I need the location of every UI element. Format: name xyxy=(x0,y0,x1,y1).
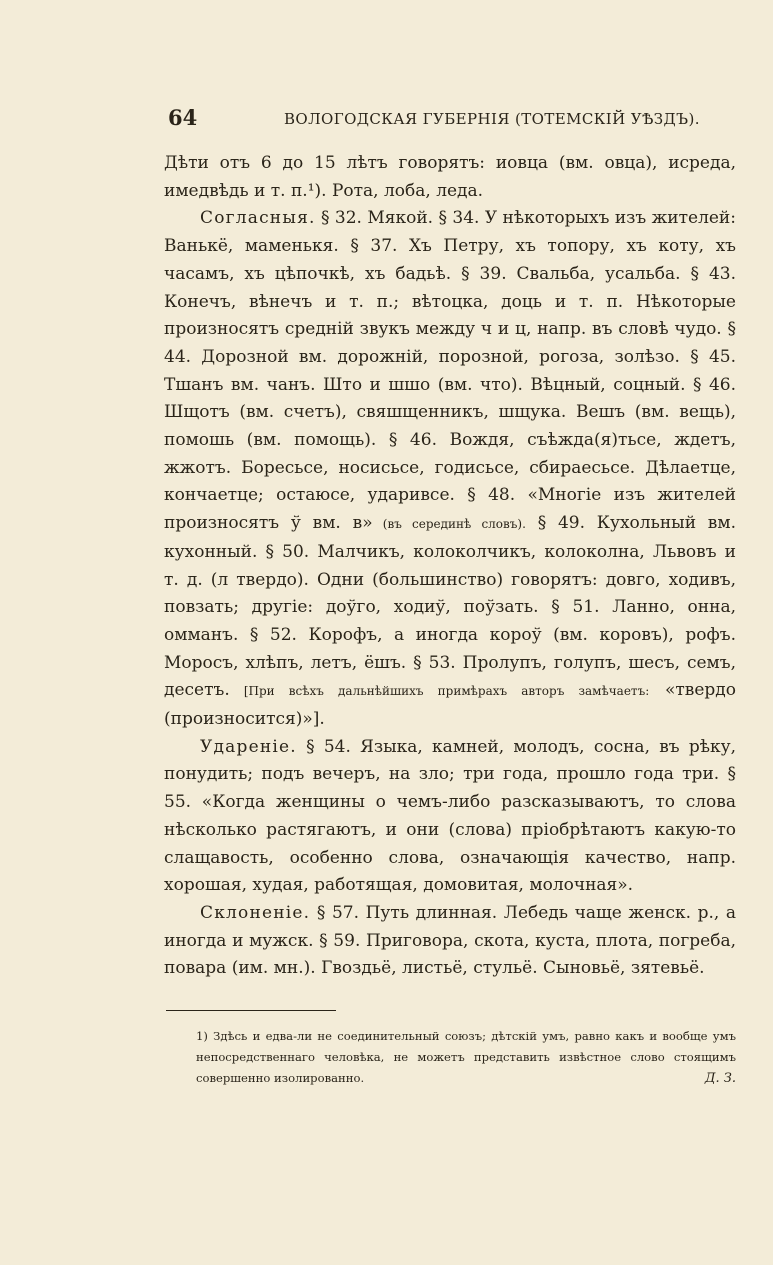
paragraph-text: § 57. Путь длинная. Лебедь чаще женск. р., а иногда и мужск. § 59. Приговора, скота, куста, плота, погреба, повара (им. мн.). Гвоздьё, листьё, стульё. Сыновьё, зятевьё. xyxy=(164,902,736,979)
paragraph-text: § 32. Мякой. § 34. У нѣкоторыхъ изъ жителей: Ванькё, маменькя. § 37. Хъ Петру, хъ топору, хъ коту, хъ часамъ, хъ цѣпочкѣ, хъ бадьѣ. § 39. Свальба, усальба. § 43. Конечъ, вѣнечъ и т. п.; вѣтоцка, доць и т. п. Нѣкоторые произносятъ средній звукъ между ч и ц, напр. въ словѣ чудо. § 44. Дорозной вм. дорожній, порозной, рогоза, золѣзо. § 45. Тшанъ вм. чанъ. Што и шшо (вм. что). Вѣцный, соцный. § 46. Шщотъ (вм. счетъ), свяшщенникъ, шщука. Вешъ (вм. вещь), помошь (вм. помощь). § 46. Вождя, съѣжда(я)тьсе, ждетъ, жжотъ. Боресьсе, носисьсе, годисьсе, сбираесьсе. Дѣлаетце, кончаетце; остаюсе, ударивсе. § 48. «Многіе изъ жителей произносятъ ў вм. в» xyxy=(164,208,736,534)
paragraph-text: § 54. Языка, камней, молодъ, сосна, въ рѣку, понудить; подъ вечеръ, на зло; три года, прошло года три. § 55. «Когда женщины о чемъ-либо разсказываютъ, то слова нѣсколько растягаютъ, и они (слова) пріобрѣтаютъ какую-то слащавость, особенно слова, означающія качество, напр. хорошая, худая, работящая, домовитая, молочная». xyxy=(164,736,736,896)
footnote-rule xyxy=(166,1010,336,1011)
main-text xyxy=(164,150,736,983)
section-lead: Склоненіе. xyxy=(200,902,311,923)
section-lead: Согласныя. xyxy=(200,208,316,229)
paragraph xyxy=(164,734,736,900)
bracket-note: [При всѣхъ дальнѣйшихъ примѣрахъ авторъ замѣчаетъ: xyxy=(229,684,650,699)
page-number: 64 xyxy=(168,105,198,130)
footnote-text: 1) Здѣсь и едва-ли не соединительный союзъ; дѣтскій умъ, равно какъ и вообще умъ непосредственнаго человѣка, не можетъ представить извѣстное слово стоящимъ совершенно изолированно. xyxy=(196,1029,736,1085)
paragraph xyxy=(164,900,736,983)
paragraph xyxy=(164,150,736,205)
paragraph-text-end: «твердо (произносится)»]. xyxy=(164,680,736,730)
paragraph xyxy=(164,205,736,733)
section-lead: Удареніе. xyxy=(200,736,297,757)
paragraph-text: Дѣти отъ 6 до 15 лѣтъ говорятъ: иовца (вм. овца), исреда, имедвѣдь и т. п.¹). Рота, лоба, леда. xyxy=(164,153,736,201)
paragraph-text-continued: § 49. Кухольный вм. кухонный. § 50. Малчикъ, колоколчикъ, колоколна, Львовъ и т. д. (л твердо). Одни (большинство) говорятъ: довго, ходивъ, повзать; другіе: доўго, ходиў, поўзать. § 51. Ланно, онна, омманъ. § 52. Корофъ, а иногда короў (вм. коровъ), рофъ. Моросъ, хлѣпъ, летъ, ёшъ. § 53. Пролупъ, голупъ, шесъ, семъ, десетъ. xyxy=(164,513,736,701)
footnote-signature: Д. З. xyxy=(704,1071,736,1086)
page-header xyxy=(168,103,743,133)
running-title: ВОЛОГОДСКАЯ ГУБЕРНІЯ (ТОТЕМСКІЙ УѢЗДЪ). xyxy=(284,110,700,128)
footnote xyxy=(196,1026,736,1089)
small-note: (въ серединѣ словъ). xyxy=(372,517,526,532)
